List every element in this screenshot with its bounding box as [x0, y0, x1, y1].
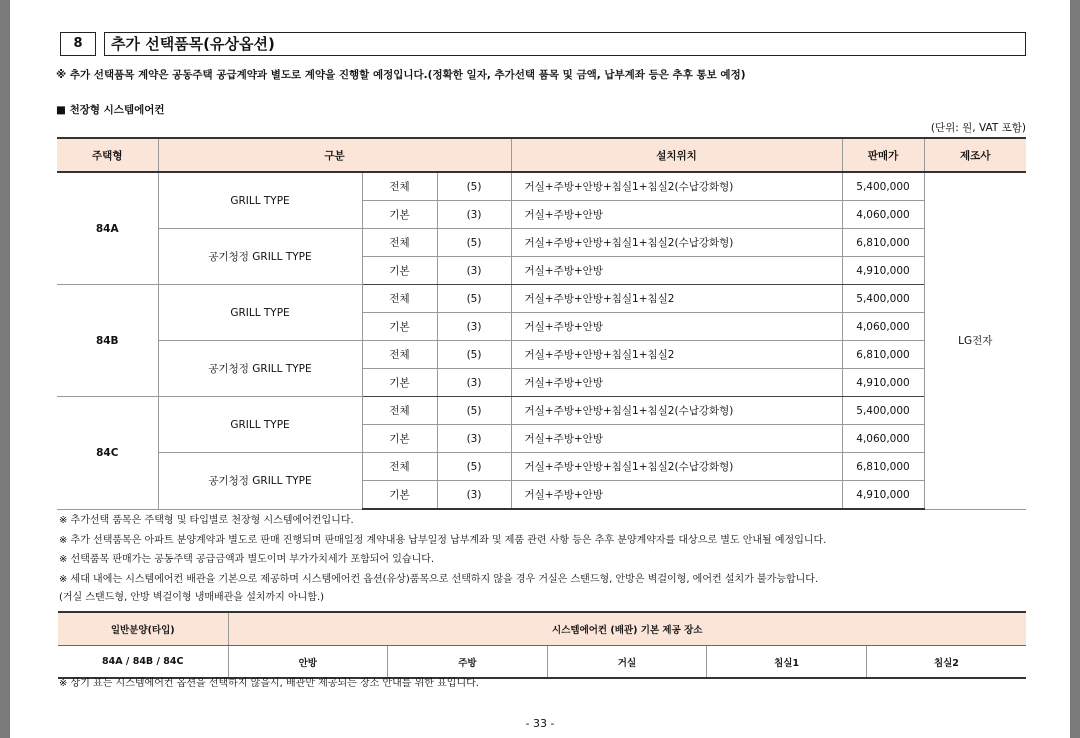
subheading: ■ 천장형 시스템에어컨 — [56, 104, 165, 116]
kind-cell: 전체 — [362, 341, 437, 369]
kind-cell: 전체 — [362, 172, 437, 201]
sub-header-type: 일반분양(타입) — [58, 612, 228, 646]
price-cell: 4,060,000 — [842, 425, 924, 453]
table-header-row — [57, 138, 1026, 172]
price-cell: 4,060,000 — [842, 201, 924, 229]
location-cell: 거실+주방+안방+침실1+침실2 — [511, 285, 842, 313]
price-cell: 5,400,000 — [842, 285, 924, 313]
note-item: ※ 추가 선택품목은 아파트 분양계약과 별도로 판매 진행되며 판매일정 계약내용 납부일정 납부계좌 및 제품 관련 사항 등은 추후 분양계약자를 대상으로 별도 안내될 예정입니다. — [59, 534, 827, 546]
table-row — [57, 172, 1026, 201]
note-item: (거실 스탠드형, 안방 벽걸이형 냉매배관을 설치까지 아니함.) — [59, 592, 325, 603]
location-cell: 거실+주방+안방+침실1+침실2(수납강화형) — [511, 229, 842, 257]
location-cell: 거실+주방+안방 — [511, 481, 842, 510]
table-row — [57, 229, 1026, 257]
qty-cell: (3) — [437, 257, 511, 285]
product-cell: 공기청정 GRILL TYPE — [158, 229, 362, 285]
header-maker: 제조사 — [924, 138, 1026, 172]
qty-cell: (3) — [437, 425, 511, 453]
kind-cell: 전체 — [362, 229, 437, 257]
location-cell: 거실+주방+안방 — [511, 313, 842, 341]
price-cell: 6,810,000 — [842, 229, 924, 257]
page-number: - 33 - — [525, 717, 555, 730]
qty-cell: (5) — [437, 341, 511, 369]
price-cell: 4,910,000 — [842, 257, 924, 285]
header-category: 구분 — [158, 138, 511, 172]
header-type: 주택형 — [57, 138, 158, 172]
model-cell: 84C — [57, 397, 158, 510]
place-cell: 거실 — [547, 646, 707, 679]
price-cell: 4,060,000 — [842, 313, 924, 341]
qty-cell: (5) — [437, 397, 511, 425]
product-cell: GRILL TYPE — [158, 397, 362, 453]
location-cell: 거실+주방+안방 — [511, 257, 842, 285]
qty-cell: (3) — [437, 369, 511, 397]
kind-cell: 전체 — [362, 453, 437, 481]
kind-cell: 기본 — [362, 201, 437, 229]
document-page — [10, 0, 1070, 738]
section-title: 추가 선택품목(유상옵션) — [104, 32, 1026, 56]
kind-cell: 기본 — [362, 257, 437, 285]
product-cell: GRILL TYPE — [158, 172, 362, 229]
price-cell: 6,810,000 — [842, 453, 924, 481]
qty-cell: (5) — [437, 453, 511, 481]
qty-cell: (5) — [437, 285, 511, 313]
location-cell: 거실+주방+안방+침실1+침실2(수납강화형) — [511, 172, 842, 201]
aircon-price-table — [57, 137, 1026, 510]
place-cell: 주방 — [388, 646, 548, 679]
section-number: 8 — [60, 32, 96, 56]
pipe-location-table — [58, 611, 1026, 679]
price-cell: 6,810,000 — [842, 341, 924, 369]
note-item: ※ 선택품목 판매가는 공동주택 공급금액과 별도이며 부가가치세가 포함되어 있습니다. — [59, 554, 435, 565]
notes-list — [59, 511, 826, 606]
table-row — [57, 397, 1026, 425]
sub-type-value: 84A / 84B / 84C — [58, 646, 228, 679]
kind-cell: 기본 — [362, 369, 437, 397]
kind-cell: 기본 — [362, 481, 437, 510]
location-cell: 거실+주방+안방 — [511, 201, 842, 229]
model-cell: 84A — [57, 172, 158, 285]
note-item: ※ 추가선택 품목은 주택형 및 타입별로 천장형 시스템에어컨입니다. — [59, 515, 354, 526]
table-row — [57, 285, 1026, 313]
table-body — [57, 172, 1026, 509]
header-location: 설치위치 — [511, 138, 842, 172]
note-item: ※ 세대 내에는 시스템에어컨 배관을 기본으로 제공하며 시스템에어컨 옵션(유상)품목으로 선택하지 않을 경우 거실은 스탠드형, 안방은 벽걸이형, 에어컨 설치가 불가능합니다. — [59, 573, 819, 585]
product-cell: 공기청정 GRILL TYPE — [158, 341, 362, 397]
kind-cell: 기본 — [362, 313, 437, 341]
place-cell: 침실2 — [866, 646, 1026, 679]
qty-cell: (3) — [437, 201, 511, 229]
sub-header-row — [58, 612, 1026, 646]
kind-cell: 기본 — [362, 425, 437, 453]
place-cell: 침실1 — [707, 646, 867, 679]
location-cell: 거실+주방+안방+침실1+침실2(수납강화형) — [511, 453, 842, 481]
sub-header-places: 시스템에어컨 (배관) 기본 제공 장소 — [228, 612, 1026, 646]
price-cell: 4,910,000 — [842, 481, 924, 510]
place-cell: 안방 — [228, 646, 388, 679]
price-cell: 4,910,000 — [842, 369, 924, 397]
contract-note: ※ 추가 선택품목 계약은 공동주택 공급계약과 별도로 계약을 진행할 예정입니다.(정확한 일자, 추가선택 품목 및 금액, 납부계좌 등은 추후 통보 예정) — [56, 69, 746, 81]
location-cell: 거실+주방+안방+침실1+침실2 — [511, 341, 842, 369]
maker-cell: LG전자 — [924, 172, 1026, 509]
price-cell: 5,400,000 — [842, 397, 924, 425]
price-cell: 5,400,000 — [842, 172, 924, 201]
kind-cell: 전체 — [362, 397, 437, 425]
product-cell: GRILL TYPE — [158, 285, 362, 341]
model-cell: 84B — [57, 285, 158, 397]
bottom-note: ※ 상기 표는 시스템에어컨 옵션을 선택하지 않을시, 배관만 제공되는 장소 안내를 위한 표입니다. — [59, 678, 479, 689]
qty-cell: (5) — [437, 229, 511, 257]
kind-cell: 전체 — [362, 285, 437, 313]
location-cell: 거실+주방+안방 — [511, 425, 842, 453]
location-cell: 거실+주방+안방 — [511, 369, 842, 397]
unit-label: (단위: 원, VAT 포함) — [930, 122, 1026, 134]
location-cell: 거실+주방+안방+침실1+침실2(수납강화형) — [511, 397, 842, 425]
table-row — [57, 453, 1026, 481]
qty-cell: (5) — [437, 172, 511, 201]
qty-cell: (3) — [437, 313, 511, 341]
product-cell: 공기청정 GRILL TYPE — [158, 453, 362, 510]
qty-cell: (3) — [437, 481, 511, 510]
table-row — [57, 341, 1026, 369]
header-price: 판매가 — [842, 138, 924, 172]
